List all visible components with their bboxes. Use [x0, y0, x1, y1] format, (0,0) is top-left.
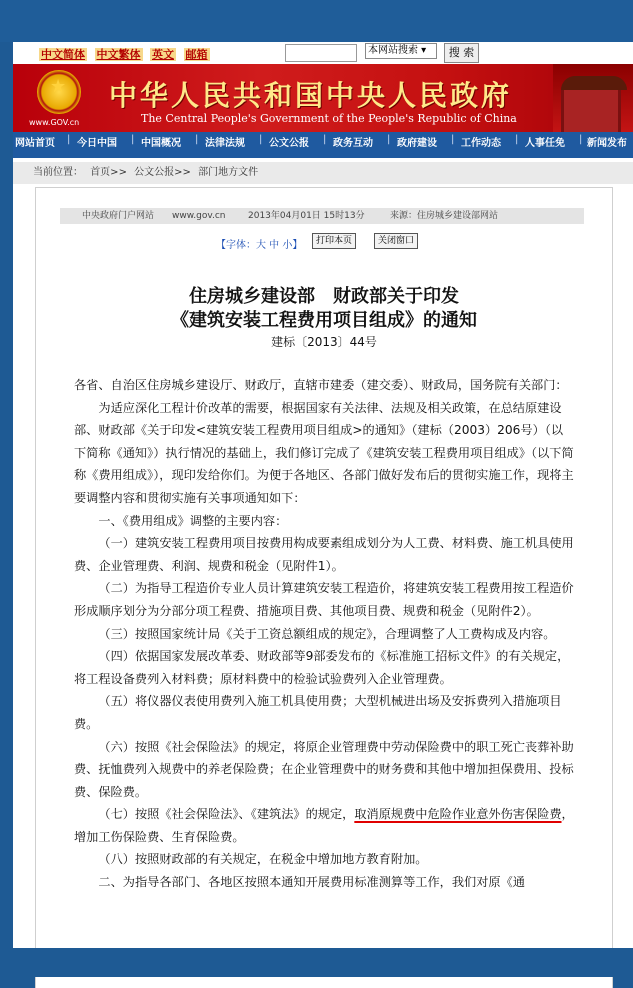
- nav-today-china[interactable]: 今日中国: [77, 138, 117, 149]
- nav-separator: |: [131, 134, 135, 145]
- paragraph: （八）按照财政部的有关规定，在税金中增加地方教育附加。: [98, 852, 428, 867]
- tiananmen-illustration: [553, 64, 633, 132]
- article-body: [74, 374, 574, 894]
- nav-china-overview[interactable]: 中国概况: [141, 138, 181, 149]
- paragraph: （四）依据国家发展改革委、财政部等9部委发布的《标准施工招标文件》的有关规定，将工程设备费列入材料费；原材料费中的检验试验费列入企业管理费。: [74, 649, 570, 686]
- nav-work-news[interactable]: 工作动态: [461, 138, 501, 149]
- nav-separator: |: [387, 134, 391, 145]
- nav-separator: |: [67, 134, 71, 145]
- link-simplified-chinese[interactable]: 中文简体: [41, 48, 85, 61]
- print-button[interactable]: 打印本页: [312, 233, 356, 249]
- search-scope-value: 本网站搜索: [368, 45, 418, 56]
- nav-laws[interactable]: 法律法规: [205, 138, 245, 149]
- search-scope-select[interactable]: 本网站搜索 ▾: [365, 43, 437, 59]
- article-title-line1: 住房城乡建设部 财政部关于印发: [189, 286, 459, 307]
- nav-interaction[interactable]: 政务互动: [333, 138, 373, 149]
- bottom-background-strip: [0, 948, 633, 977]
- hall-shape: [561, 90, 621, 132]
- paragraph: （二）为指导工程造价专业人员计算建筑安装工程造价，将建筑安装工程费用按工程造价形成顺序划分为分部分项工程费、措施项目费、其他项目费、规费和税金（见附件2）。: [74, 581, 574, 618]
- top-toolbar: [13, 42, 633, 64]
- red-underlined-text: 取消原规费中危险作业意外伤害保险费: [354, 807, 562, 822]
- meta-url: www.gov.cn: [172, 211, 226, 221]
- text-segment: （七）按照《社会保险法》、《建筑法》的规定，: [98, 807, 355, 822]
- meta-datetime: 2013年04月01日 15时13分: [248, 211, 365, 221]
- banner-url: www.GOV.cn: [29, 118, 80, 127]
- section-heading: 一、《费用组成》调整的主要内容：: [98, 513, 288, 528]
- language-links: [39, 46, 214, 62]
- link-english[interactable]: 英文: [152, 48, 174, 61]
- salutation: 各省、自治区住房城乡建设厅、财政厅，直辖市建委（建交委）、财政局，国务院有关部门：: [74, 378, 568, 392]
- nav-separator: |: [259, 134, 263, 145]
- article-title-line2: 《建筑安装工程费用项目组成》的通知: [171, 310, 477, 331]
- page-container: [13, 42, 633, 977]
- top-background-strip: [0, 0, 633, 42]
- nav-separator: |: [515, 134, 519, 145]
- search-button[interactable]: 搜 索: [444, 43, 479, 63]
- nav-press[interactable]: 新闻发布: [587, 138, 627, 149]
- paragraph-highlighted: [74, 803, 574, 848]
- paragraph: （五）将仪器仪表使用费列入施工机具使用费；大型机械进出场及安拆费列入措施项目费。: [74, 694, 562, 731]
- breadcrumb: [13, 162, 633, 184]
- breadcrumb-label: 当前位置：: [33, 167, 83, 178]
- site-title-english: The Central People's Government of the People's Republic of China: [141, 112, 517, 125]
- paragraph: （六）按照《社会保险法》的规定，将原企业管理费中劳动保险费中的职工死亡丧葬补助费、抚恤费列入规费中的养老保险费；在企业管理费中的财务费和其他中增加担保费用、投标费、保险费。: [74, 739, 574, 799]
- paragraph: （一）建筑安装工程费用项目按费用构成要素组成划分为人工费、材料费、施工机具使用费、企业管理费、利润、规费和税金（见附件1）。: [74, 536, 574, 573]
- breadcrumb-home[interactable]: 首页>>: [90, 167, 127, 178]
- text-segment: ，增加工伤保险费、生育保险费。: [74, 807, 574, 844]
- paragraph: 二、为指导各部门、各地区按照本通知开展费用标准测算等工作，我们对原《通: [98, 875, 525, 890]
- breadcrumb-official-docs[interactable]: 公文公报>>: [134, 167, 191, 178]
- nav-separator: |: [195, 134, 199, 145]
- site-banner: [13, 64, 633, 132]
- nav-separator: |: [323, 134, 327, 145]
- article-frame: [35, 187, 613, 988]
- nav-separator: |: [451, 134, 455, 145]
- close-window-button[interactable]: 关闭窗口: [374, 233, 418, 249]
- meta-site: 中央政府门户网站: [82, 211, 155, 221]
- nav-appointments[interactable]: 人事任免: [525, 138, 565, 149]
- main-navigation: [13, 132, 633, 158]
- site-title-chinese: 中华人民共和国中央人民政府: [109, 79, 513, 112]
- search-input[interactable]: [285, 44, 357, 62]
- meta-source: 来源：住房城乡建设部网站: [390, 211, 499, 221]
- nav-gov-building[interactable]: 政府建设: [397, 138, 437, 149]
- paragraph: （三）按照国家统计局《关于工资总额组成的规定》，合理调整了人工费构成及内容。: [98, 626, 556, 641]
- font-size-control[interactable]: 【字体：大 中 小】: [216, 240, 303, 251]
- link-traditional-chinese[interactable]: 中文繁体: [96, 48, 141, 61]
- nav-home[interactable]: 网站首页: [15, 138, 55, 149]
- link-mailbox[interactable]: 邮箱: [185, 48, 208, 61]
- article-meta: [60, 208, 584, 224]
- roof-shape: [561, 76, 627, 90]
- document-number: 建标〔2013〕44号: [271, 335, 377, 349]
- breadcrumb-dept-docs[interactable]: 部门地方文件: [198, 167, 259, 178]
- nav-separator: |: [579, 134, 583, 145]
- star-icon: ★: [50, 76, 67, 97]
- paragraph: 为适应深化工程计价改革的需要，根据国家有关法律、法规及相关政策，在总结原建设部、财政部《关于印发<建筑安装工程费用项目组成>的通知》（建标（2003）206号）（以下简称《通知》）执行情况的基础上，我们修订完成了《建筑安装工程费用项目组成》（以下简称《费用组成》），现印发给你们。为便于各地区、各部门做好发布后的贯彻实施工作，现将主要调整内容和贯彻实施有关事项通知如下：: [74, 400, 574, 505]
- nav-official-docs[interactable]: 公文公报: [269, 138, 309, 149]
